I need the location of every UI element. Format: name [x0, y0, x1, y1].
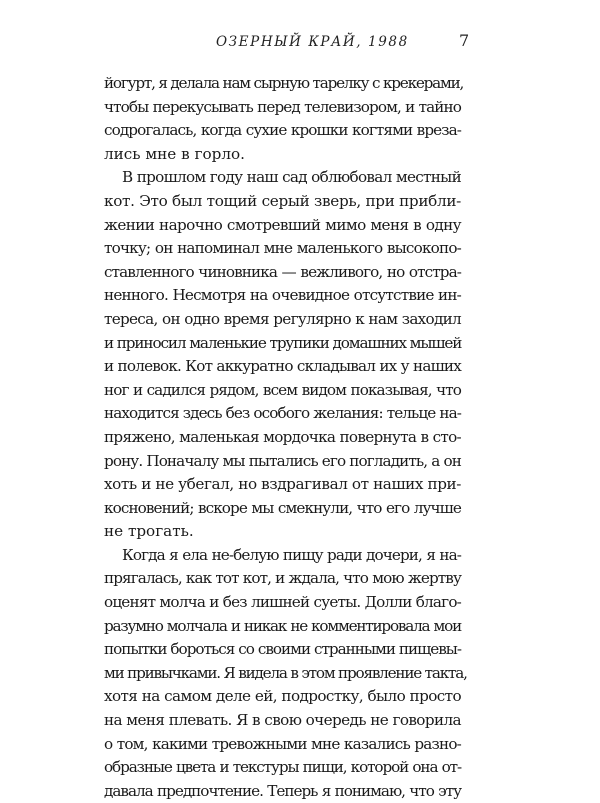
- text-line: ног и садился рядом, всем видом показывая, что: [104, 380, 461, 399]
- text-line: косновений; вскоре мы смекнули, что его лучше: [104, 498, 461, 517]
- running-head-title: ОЗЕРНЫЙ КРАЙ, 1988: [216, 34, 409, 50]
- text-line: и полевок. Кот аккуратно складывал их у наших: [104, 357, 461, 376]
- text-line: прягалась, как тот кот, и ждала, что мою жертву: [104, 569, 461, 588]
- text-line: и приносил маленькие трупики домашних мышей: [104, 333, 462, 352]
- text-line: йогурт, я делала нам сырную тарелку с крекерами,: [104, 74, 464, 92]
- text-line: лись мне в горло.: [104, 144, 245, 163]
- page-number: 7: [459, 31, 470, 50]
- text-line: на меня плевать. Я в свою очередь не говорила: [104, 711, 461, 730]
- paragraph-start-line: Когда я ела не-белую пищу ради дочери, я на-: [122, 545, 461, 564]
- text-line: точку; он напоминал мне маленького высокопо-: [104, 239, 461, 258]
- text-line: разумно молчала и никак не комментировала мои: [104, 616, 461, 635]
- text-line: оценят молча и без лишней суеты. Долли благо-: [104, 593, 461, 612]
- text-line: не трогать.: [104, 522, 194, 541]
- text-line: попытки бороться со своими странными пищевы-: [104, 640, 461, 659]
- text-line: о том, какими тревожными мне казались разно-: [104, 734, 461, 753]
- text-line: находится здесь без особого желания: тельце на-: [104, 404, 461, 423]
- paragraph-start-line: В прошлом году наш сад облюбовал местный: [122, 168, 461, 187]
- text-line: образные цвета и текстуры пищи, которой она от-: [104, 758, 461, 777]
- text-line: пряжено, маленькая мордочка повернута в сто-: [104, 427, 461, 446]
- text-line: хоть и не убегал, но вздрагивал от наших при-: [104, 475, 461, 494]
- text-line: хотя на самом деле ей, подростку, было просто: [104, 687, 461, 706]
- body-text: [104, 72, 467, 803]
- text-line: давала предпочтение. Теперь я понимаю, что эту: [104, 781, 461, 800]
- text-line: кот. Это был тощий серый зверь, при прибли-: [104, 191, 461, 210]
- text-line: тереса, он одно время регулярно к нам заходил: [104, 309, 461, 328]
- text-line: ставленного чиновника — вежливого, но отстра-: [104, 262, 461, 281]
- text-line: жении нарочно смотревший мимо меня в одну: [104, 215, 461, 234]
- text-line: чтобы перекусывать перед телевизором, и тайно: [104, 97, 461, 116]
- text-line: ненного. Несмотря на очевидное отсутствие ин-: [104, 286, 461, 305]
- text-line: содрогалась, когда сухие крошки когтями вреза-: [104, 121, 461, 140]
- text-line: ми привычками. Я видела в этом проявление такта,: [104, 663, 467, 682]
- text-line: рону. Поначалу мы пытались его погладить, а он: [104, 451, 461, 470]
